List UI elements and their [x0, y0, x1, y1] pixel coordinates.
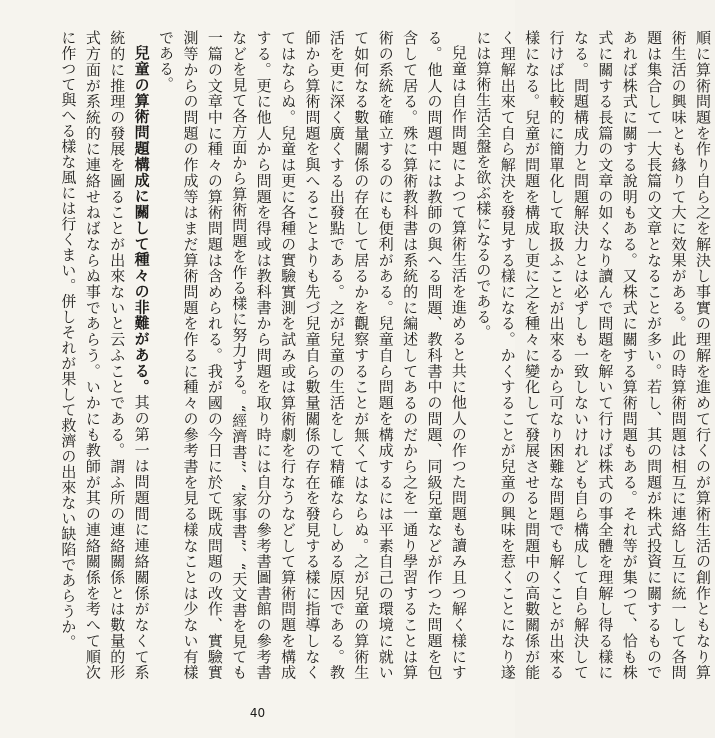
text-run: 順に算術問題を作り自ら之を解決し事實の理解を進めて行くのが算術生活の創作ともなり算術生活の興味とも緣りて大に效果がある。此の時算術問題は相互に連絡し互に統一して各問題は集合して一大長篇の文章となることが多い。若し、其の問題が株式投資に關するものであれば株式に關する說明もある。又株式に關する算術問題もある。それ等が集つて、恰も株式に關する長篇の文章の如くなり讀んで問題を解いて行けば株式の事全體を理解し得る樣になる。問題構成力と問題解決力とは必ずしも一致しないけれども自ら構成して自ら解決して行けば比較的に簡單化して取扱ふことが出來るから可なり困難な問題でも解くことが出來る樣になる。兒童が問題を構成し更に之を種々に變化して發展させると問題中の高數關係が能く理解出來て自ら解決を發見する樣になる。かくすることが兒童の興味を惹くことになり遂には算術生活全盤を欲ぶ樣になるのである。: [474, 30, 712, 680]
text-body: [56, 30, 712, 681]
page-number: 40: [249, 706, 266, 720]
vertical-text-columns: [56, 30, 715, 680]
text-run: 其の第一は問題間に連絡關係がなくて系統的に推理の發展を圖ることが出來ないと云ふことである。謂ふ所の連絡關係とは數量的形式方面が系統的に連絡せねばならぬ事であらう。いかにも教師が其の連絡關係を考へて順次に作つて與へる樣な風には行くまい。併しそれが果して救濟の出來ない缺陷であらうか。: [59, 30, 151, 681]
paragraph: [471, 30, 715, 680]
paragraph: [154, 30, 471, 680]
bold-text-run: 兒童の算術問題構成に關して種々の非難がある。: [132, 45, 151, 395]
paragraph: [56, 30, 154, 680]
text-run: 兒童は自作問題によつて算術生活を進めると共に他人の作つた問題も讀み且つ解く樣にする。他人の問題中には教師の與へる問題、教科書中の問題、同級兒童などが作つた問題を包含して居る。殊に算術教科書は系統的に編述してあるのだから之を一通り學習することは算術の系統を確立するのにも便利がある。兒童自ら問題を構成するには平素自己の環境に就いて如何なる數量關係の存在して居るかを觀察することが無くてはならぬ。之が兒童の算術生活を更に深く廣くする出發點である。之が兒童の生活をして精確ならしめる原因である。教師から算術問題を與へることよりも先づ兒童自ら數量關係の存在を發見する樣に指導しなくてはならぬ。兒童は更に各種の實驗實測を試み或は算術劇を行なうなどして算術問題を構成する。更に他人から問題を得或は教科書から問題を取り時には自分の參考書圖書館の參考書などを見て各方面から算術問題を作る樣に努力する。“經濟書”、“家事書”、“天文書を見ても一篇の文章中に種々の算術問題は含められる。我が國の今日に於て既成問題の改作、實驗實測等からの問題の作成等はまだ算術問題を作るに種々の參考書を見る樣なことは少ない有樣である。: [157, 30, 468, 681]
